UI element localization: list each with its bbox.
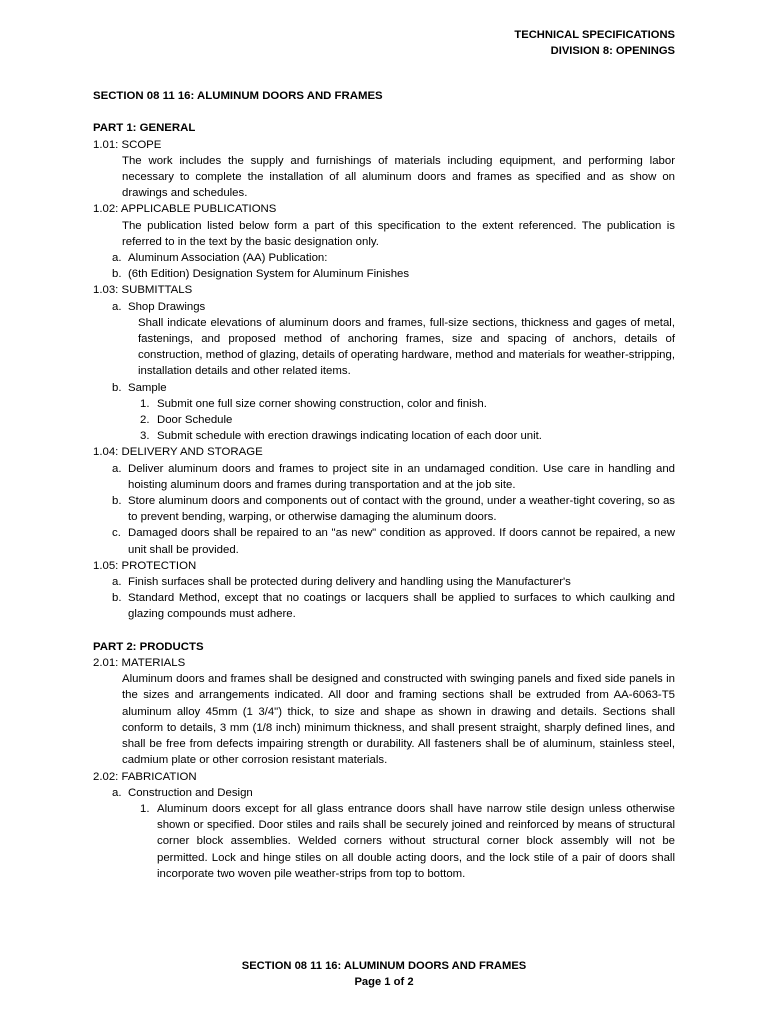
list-text: Aluminum doors except for all glass entrance doors shall have narrow stile design unless otherwise shown or specified. Door stiles and rails shall be securely joined and reinforced by means of structural corner block assemblies. Welded corners without structural corner block assembly will not be permitted. Lock and hinge stiles on all double acting doors, and the lock stile of a pair of doors shall incorporate two woven pile weather-strips from top to bottom. [157, 802, 675, 880]
page-header [514, 27, 675, 59]
list-text: Submit one full size corner showing construction, color and finish. [157, 397, 487, 410]
list-item [93, 266, 675, 282]
list-text: Shop Drawings [128, 300, 206, 313]
header-line-2: DIVISION 8: OPENINGS [550, 45, 675, 57]
list-marker: b. [112, 495, 122, 508]
s103-heading: 1.03: SUBMITTALS [93, 284, 193, 297]
list-item [93, 785, 675, 801]
list-marker: a. [112, 786, 122, 799]
list-text: Damaged doors shall be repaired to an "as new" condition as approved. If doors cannot be repaired, a new unit shall be provided. [128, 527, 675, 556]
list-text: Finish surfaces shall be protected during delivery and handling using the Manufacturer's [128, 576, 571, 589]
page-prefix: Page [354, 976, 385, 988]
shop-drawings-text: Shall indicate elevations of aluminum doors and frames, full-size sections, thickness and gages of metal, fastenings, and proposed method of anchoring frames, size and spacing of anchors, details of construction, method of glazing, details of operating hardware, method and materials for weather-stripping, installation details and other related items. [138, 316, 675, 378]
s202-heading: 2.02: FABRICATION [93, 770, 197, 783]
page-total: 2 [407, 976, 414, 988]
header-line-1: TECHNICAL SPECIFICATIONS [514, 29, 675, 41]
list-item [93, 299, 675, 315]
list-text: Standard Method, except that no coatings or lacquers shall be applied to surfaces to which caulking and glazing compounds must adhere. [128, 592, 675, 621]
s102-text: The publication listed below form a part of this specification to the extent referenced. The publication is referred to in the text by the basic designation only. [122, 219, 675, 248]
list-text: Sample [128, 381, 167, 394]
s104-heading: 1.04: DELIVERY AND STORAGE [93, 446, 263, 459]
s101-text: The work includes the supply and furnishings of materials including equipment, and performing labor necessary to complete the installation of all aluminum doors and frames as specified and as show on drawings and schedules. [122, 154, 675, 200]
list-item [93, 380, 675, 396]
s201-text: Aluminum doors and frames shall be designed and constructed with swinging panels and fixed side panels in the sizes and arrangements indicated. All door and framing sections shall be extruded from AA-6063-T5 aluminum alloy 45mm (1 3/4") thick, to size and shape as shown in drawing and details. Sections shall conform to details, 3 mm (1/8 inch) minimum thickness, and shall present straight, sharply defined lines, and shall be free from defects impairing strength or durability. All fasteners shall be of aluminum, stainless steel, cadmium plate or other corrosion resistant materials. [122, 673, 675, 767]
part2-title: PART 2: PRODUCTS [93, 640, 204, 653]
page-number [0, 974, 768, 990]
list-item [93, 574, 675, 590]
list-marker: b. [112, 592, 122, 605]
list-marker: b. [112, 268, 122, 281]
list-text: Submit schedule with erection drawings indicating location of each door unit. [157, 430, 542, 443]
s101-heading: 1.01: SCOPE [93, 138, 162, 151]
list-marker: a. [112, 300, 122, 313]
list-marker: c. [112, 527, 121, 540]
footer-section-title: SECTION 08 11 16: ALUMINUM DOORS AND FRAMES [241, 960, 527, 972]
list-text: Aluminum Association (AA) Publication: [128, 252, 328, 265]
list-marker: b. [112, 381, 122, 394]
list-marker: 3. [140, 430, 150, 443]
page-current: 1 [384, 976, 391, 988]
list-marker: a. [112, 252, 122, 265]
list-text: Deliver aluminum doors and frames to project site in an undamaged condition. Use care in handling and hoisting aluminum doors and frames during transportation and at the job site. [128, 462, 675, 491]
list-item [93, 428, 675, 444]
part1-title: PART 1: GENERAL [93, 122, 196, 135]
list-item [93, 250, 675, 266]
list-text: Door Schedule [157, 414, 233, 427]
s102-heading: 1.02: APPLICABLE PUBLICATIONS [93, 203, 277, 216]
list-item [93, 412, 675, 428]
list-text: (6th Edition) Designation System for Aluminum Finishes [128, 268, 410, 281]
section-title: SECTION 08 11 16: ALUMINUM DOORS AND FRAMES [93, 90, 383, 102]
list-marker: a. [112, 462, 122, 475]
list-item [93, 493, 675, 525]
s201-heading: 2.01: MATERIALS [93, 657, 186, 670]
list-item [93, 525, 675, 557]
list-item [93, 396, 675, 412]
list-marker: 1. [140, 802, 150, 815]
list-marker: 2. [140, 414, 150, 427]
list-item [93, 590, 675, 622]
list-text: Store aluminum doors and components out of contact with the ground, under a weather-tight covering, so as to prevent bending, warping, or otherwise damaging the aluminum doors. [128, 495, 675, 524]
page-footer [0, 958, 768, 990]
list-item [93, 801, 675, 882]
list-item [93, 461, 675, 493]
list-text: Construction and Design [128, 786, 253, 799]
page-of: of [390, 976, 408, 988]
document-body [93, 88, 675, 882]
list-marker: a. [112, 576, 122, 589]
list-marker: 1. [140, 397, 150, 410]
s105-heading: 1.05: PROTECTION [93, 559, 197, 572]
